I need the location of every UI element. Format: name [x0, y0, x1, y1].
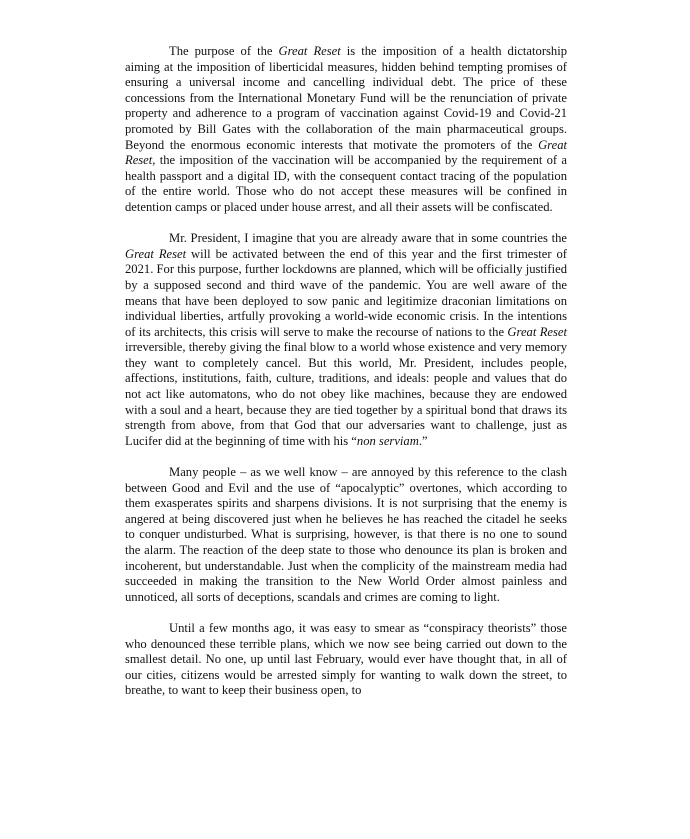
paragraph-2-emphasis: non serviam — [356, 433, 419, 448]
paragraph-4 — [125, 621, 567, 699]
paragraph-2-text: .” — [418, 433, 428, 448]
paragraph-2-emphasis: Great Reset — [125, 246, 187, 261]
paragraph-1-text: is the imposition of a health dictatorship aiming at the imposition of liberticidal measures, hidden behind tempting promises of ensuring a universal income and cancelling individual debt. The price of these concessions from the International Monetary Fund will be the renunciation of private property and adherence to a program of vaccination against Covid-19 and Covid-21 promoted by Bill Gates with the collaboration of the main pharmaceutical groups. Beyond the enormous economic interests that motivate the promoters of the — [125, 44, 568, 152]
paragraph-1-emphasis: Great Reset — [278, 44, 341, 58]
paragraph-1-emphasis: Great Reset — [125, 137, 567, 168]
paragraph-2-emphasis: Great Reset — [507, 324, 567, 339]
paragraph-2-text: Mr. President, I imagine that you are already aware that in some countries the — [169, 231, 567, 246]
paragraph-3 — [125, 465, 567, 605]
paragraph-1-text: , the imposition of the vaccination will be accompanied by the requirement of a health passport and a digital ID, with the consequent contact tracing of the population of the entire world. Those who do not accept these measures will be confined in detention camps or placed under house arrest, and all their assets will be confiscated. — [125, 153, 567, 214]
paragraph-4-text: Until a few months ago, it was easy to smear as “conspiracy theorists” those who denounced these terrible plans, which we now see being carried out down to the smallest detail. No one, up until last February, would ever have thought that, in all of our cities, citizens would be arrested simply for wanting to walk down the street, to breathe, to want to keep their business open, to — [125, 620, 567, 698]
paragraph-1-text: The purpose of the — [169, 44, 279, 58]
document-page — [125, 44, 567, 699]
paragraph-2-text: will be activated between the end of this year and the first trimester of 2021. For this purpose, further lockdowns are planned, which will be officially justified by a supposed second and third wave of the pandemic. You are well aware of the means that have been deployed to sow panic and legitimize draconian limitations on individual liberties, artfully provoking a world-wide economic crisis. In the intentions of its architects, this crisis will serve to make the recourse of nations to the — [125, 246, 567, 339]
paragraph-2-text: irreversible, thereby giving the final blow to a world whose existence and very memory they want to completely cancel. But this world, Mr. President, includes people, affections, institutions, faith, culture, traditions, and ideals: people and values that do not act like automatons, who do not obey like machines, because they are endowed with a soul and a heart, because they are tied together by a spiritual bond that draws its strength from above, from that God that our adversaries want to challenge, just as Lucifer did at the beginning of time with his “ — [125, 340, 567, 448]
paragraph-2 — [125, 231, 567, 449]
paragraph-3-text: Many people – as we well know – are annoyed by this reference to the clash between Good and Evil and the use of “apocalyptic” overtones, which according to them exasperates spirits and sharpens divisions. It is not surprising that the enemy is angered at being discovered just when he believes he has reached the citadel he seeks to conquer undisturbed. What is surprising, however, is that there is no one to sound the alarm. The reaction of the deep state to those who denounce its plan is broken and incoherent, but understandable. Just when the complicity of the mainstream media had succeeded in making the transition to the New World Order almost painless and unnoticed, all sorts of deceptions, scandals and crimes are coming to light. — [125, 465, 567, 604]
paragraph-1 — [125, 44, 567, 216]
